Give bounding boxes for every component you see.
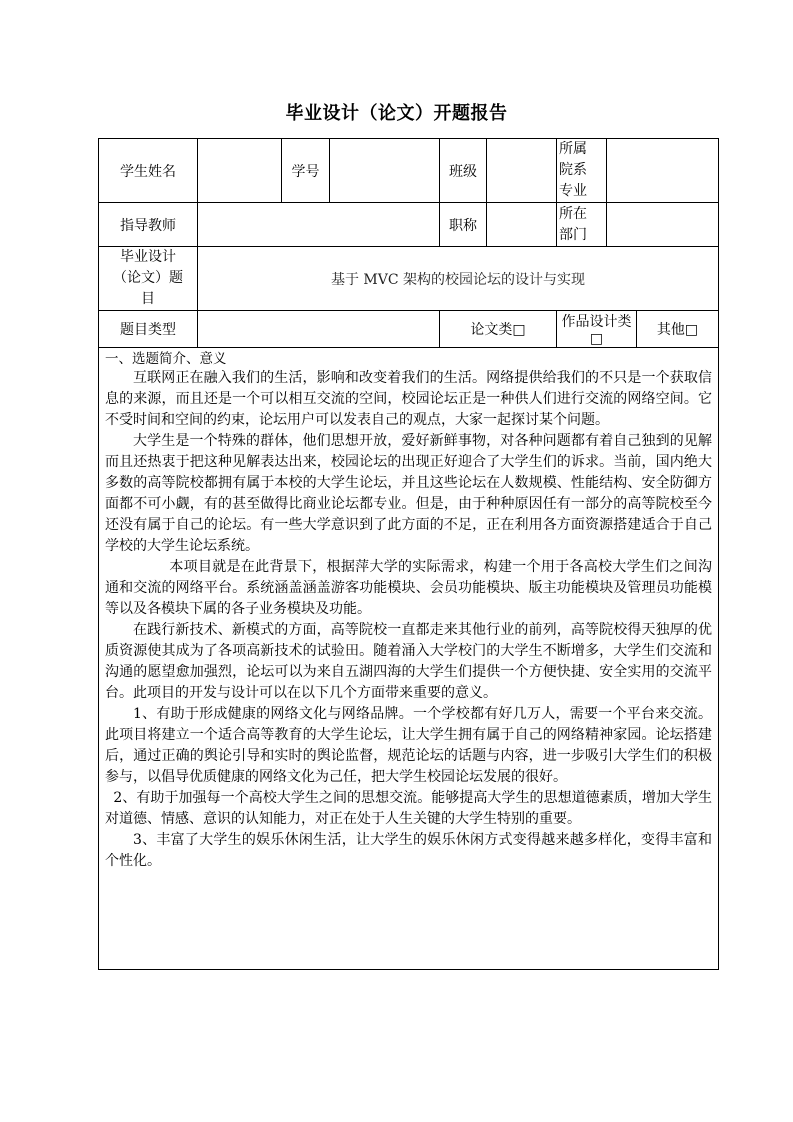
title-rank-value[interactable] [487,203,557,247]
paragraph: 2、有助于加强每一个高校大学生之间的思想交流。能够提高大学生的思想道德素质，增加大学生对道德、情感、意识的认知能力，对正在处于人生关键的大学生特别的重要。 [105,790,712,827]
title-rank-label: 职称 [440,203,487,247]
paragraph: 互联网正在融入我们的生活，影响和改变着我们的生活。网络提供给我们的不只是一个获取信息的来源，而且还是一个可以相互交流的空间，校园论坛正是一种供人们进行交流的网络空间。它不受时间和空间的约束，论坛用户可以发表自己的观点，大家一起探讨某个问题。 [105,370,712,428]
advisor-label: 指导教师 [99,203,198,247]
paragraph: 大学生是一个特殊的群体，他们思想开放，爱好新鲜事物，对各种问题都有着自己独到的见解而且还热衷于把这种见解表达出来，校园论坛的出现正好迎合了大学生们的诉求。当前，国内绝大多数的高等院校都拥有属于本校的大学生论坛，并且这些论坛在人数规模、性能结构、安全防御方面都不可小觑，有的甚至做得比商业论坛都专业。但是，由于种种原因任有一部分的高等院校至今还没有属于自己的论坛。有一些大学意识到了此方面的不足，正在利用各方面资源搭建适合于自己学校的大学生论坛系统。 [105,433,712,554]
type-option-design-work[interactable]: 作品设计类□ [557,311,637,348]
type-option-other[interactable]: 其他□ [637,311,719,348]
advisor-value[interactable] [198,203,440,247]
student-name-label: 学生姓名 [99,139,198,203]
topic-introduction-section [99,348,719,970]
topic-type-blank [198,311,440,348]
paragraph: 本项目就是在此背景下，根据萍大学的实际需求，构建一个用于各高校大学生们之间沟通和交流的网络平台。系统涵盖涵盖游客功能模块、会员功能模块、版主功能模块及管理员功能模等以及各模块下属的各子业务模块及功能。 [105,559,712,617]
thesis-topic-label: 毕业设计（论文）题目 [99,247,198,311]
thesis-topic-value: 基于 MVC 架构的校园论坛的设计与实现 [198,247,719,311]
paragraph: 1、有助于形成健康的网络文化与网络品牌。一个学校都有好几万人，需要一个平台来交流。此项目将建立一个适合高等教育的大学生论坛，让大学生拥有属于自己的网络精神家园。论坛搭建后，通过正确的舆论引导和实时的舆论监督，规范论坛的话题与内容，进一步吸引大学生们的积极参与，以倡导优质健康的网络文化为己任，把大学生校园论坛发展的很好。 [105,706,712,785]
proposal-form-table [98,138,719,970]
student-id-label: 学号 [282,139,330,203]
type-option-thesis[interactable]: 论文类□ [440,311,557,348]
section-heading: 一、选题简介、意义 [105,351,227,367]
page-title: 毕业设计（论文）开题报告 [285,103,508,124]
student-id-value[interactable] [330,139,440,203]
topic-type-label: 题目类型 [99,311,198,348]
advisor-department-value[interactable] [607,203,719,247]
class-label: 班级 [440,139,487,203]
advisor-department-label: 所在部门 [557,203,607,247]
department-major-value[interactable] [607,139,719,203]
class-value[interactable] [487,139,557,203]
paragraph: 3、丰富了大学生的娱乐休闲生活，让大学生的娱乐休闲方式变得越来越多样化，变得丰富和个性化。 [105,832,712,869]
student-name-value[interactable] [198,139,282,203]
paragraph: 在践行新技术、新模式的方面，高等院校一直都走来其他行业的前列，高等院校得天独厚的优质资源使其成为了各项高新技术的试验田。随着涌入大学校门的大学生不断增多，大学生们交流和沟通的愿望愈加强烈，论坛可以为来自五湖四海的大学生们提供一个方便快捷、安全实用的交流平台。此项目的开发与设计可以在以下几个方面带来重要的意义。 [105,622,712,701]
department-major-label: 所属院系专业 [557,139,607,203]
